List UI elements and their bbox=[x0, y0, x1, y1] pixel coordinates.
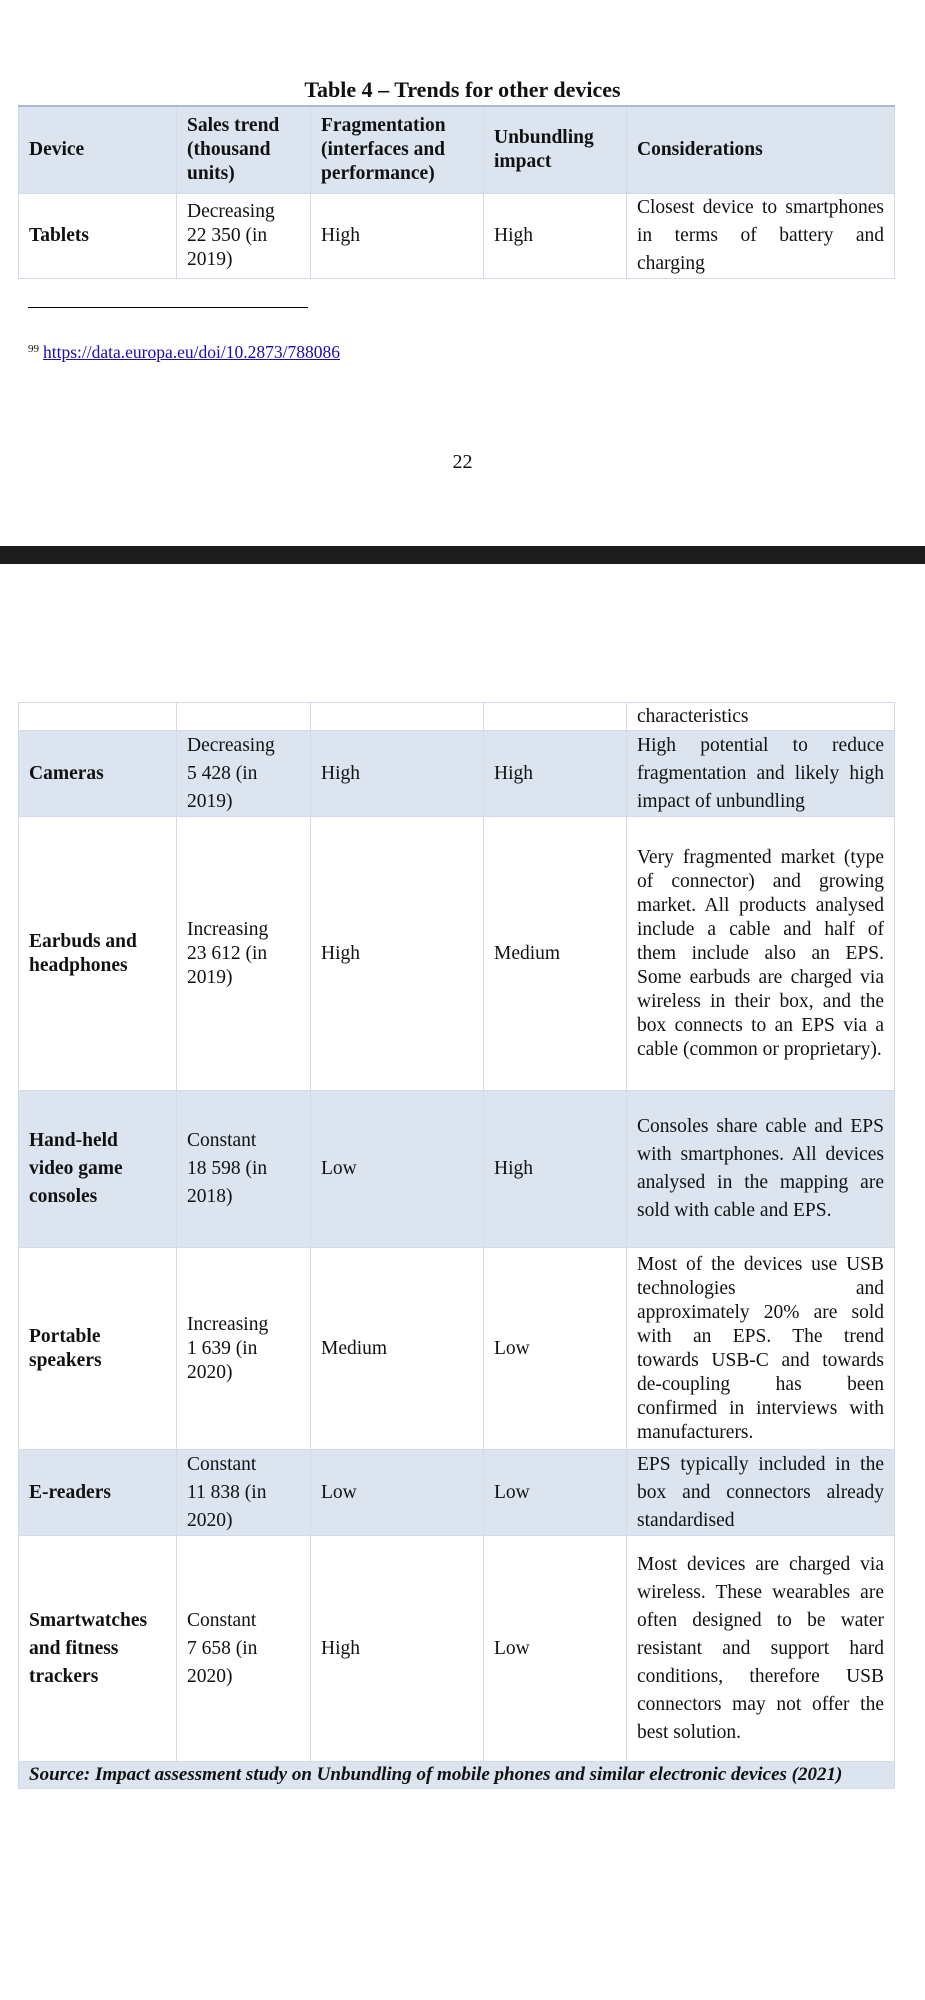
device-cell: Portable speakers bbox=[19, 1248, 177, 1450]
sales-text: 1 639 (in 2020) bbox=[187, 1337, 258, 1383]
sales-cell bbox=[177, 817, 311, 1091]
unbundling-cell: High bbox=[484, 193, 627, 278]
device-cell: Earbuds and headphones bbox=[19, 817, 177, 1091]
sales-cell bbox=[177, 1450, 311, 1536]
fragmentation-cell: Medium bbox=[311, 1248, 484, 1450]
unbundling-cell: Low bbox=[484, 1450, 627, 1536]
trend-text: Constant bbox=[187, 1453, 257, 1475]
considerations-cell: Closest device to smartphones in terms of battery and charging bbox=[627, 193, 895, 278]
table-row bbox=[19, 731, 895, 817]
sales-text: 5 428 (in 2019) bbox=[187, 762, 258, 812]
table-row bbox=[19, 817, 895, 1091]
trend-text: Increasing bbox=[187, 918, 269, 940]
fragmentation-cell: High bbox=[311, 731, 484, 817]
page-divider bbox=[0, 546, 925, 564]
empty-cell bbox=[484, 703, 627, 731]
footnote-link[interactable]: https://data.europa.eu/doi/10.2873/788086 bbox=[43, 342, 340, 362]
sales-cell bbox=[177, 1091, 311, 1248]
trend-text: Constant bbox=[187, 1130, 257, 1151]
considerations-cell: Consoles share cable and EPS with smartphones. All devices analysed in the mapping are sold with cable and EPS. bbox=[627, 1091, 895, 1248]
fragmentation-cell: Low bbox=[311, 1091, 484, 1248]
considerations-cell: High potential to reduce fragmentation and likely high impact of unbundling bbox=[627, 731, 895, 817]
unbundling-cell: Low bbox=[484, 1248, 627, 1450]
header-device: Device bbox=[19, 106, 177, 193]
table-row bbox=[19, 1536, 895, 1762]
trends-table-part-1 bbox=[18, 105, 895, 279]
sales-cell bbox=[177, 1248, 311, 1450]
sales-text: 7 658 (in 2020) bbox=[187, 1637, 258, 1687]
header-fragmentation: Fragmentation (interfaces and performance) bbox=[311, 106, 484, 193]
footnote-separator bbox=[28, 307, 308, 308]
page-23 bbox=[0, 564, 925, 2000]
empty-cell bbox=[19, 703, 177, 731]
unbundling-cell: High bbox=[484, 731, 627, 817]
sales-text: 23 612 (in 2019) bbox=[187, 942, 268, 988]
source-note: Source: Impact assessment study on Unbundling of mobile phones and similar electronic devices (2021) bbox=[19, 1762, 895, 1789]
footnote bbox=[28, 342, 340, 363]
unbundling-cell: Medium bbox=[484, 817, 627, 1091]
fragmentation-cell: High bbox=[311, 193, 484, 278]
header-considerations: Considerations bbox=[627, 106, 895, 193]
table-row bbox=[19, 1091, 895, 1248]
fragmentation-cell: Low bbox=[311, 1450, 484, 1536]
header-unbundling: Unbundling impact bbox=[484, 106, 627, 193]
fragmentation-cell: High bbox=[311, 817, 484, 1091]
sales-cell bbox=[177, 193, 311, 278]
empty-cell bbox=[311, 703, 484, 731]
considerations-cell: characteristics bbox=[627, 703, 895, 731]
sales-text: 18 598 (in 2018) bbox=[187, 1158, 268, 1207]
trend-text: Increasing bbox=[187, 1313, 269, 1335]
source-row bbox=[19, 1762, 895, 1789]
sales-text: 22 350 (in 2019) bbox=[187, 224, 268, 270]
trend-text: Constant bbox=[187, 1609, 257, 1631]
trend-text: Decreasing bbox=[187, 734, 275, 756]
sales-text: 11 838 (in 2020) bbox=[187, 1481, 267, 1531]
device-cell: Smartwatches and fitness trackers bbox=[19, 1536, 177, 1762]
device-cell: Hand-held video game consoles bbox=[19, 1091, 177, 1248]
sales-cell bbox=[177, 1536, 311, 1762]
table-title: Table 4 – Trends for other devices bbox=[304, 77, 621, 102]
considerations-cell: Most devices are charged via wireless. These wearables are often designed to be water resistant and support hard conditions, therefore USB connectors may not offer the best solution. bbox=[627, 1536, 895, 1762]
considerations-cell: Very fragmented market (type of connector) and growing market. All products analysed include a cable and half of them include also an EPS. Some earbuds are charged via wireless in their box, and the box connects to an EPS via a cable (common or proprietary). bbox=[627, 817, 895, 1091]
sales-cell bbox=[177, 731, 311, 817]
footnote-number: 99 bbox=[28, 343, 39, 355]
page-number: 22 bbox=[452, 451, 473, 473]
table-header-row bbox=[19, 106, 895, 193]
device-cell: E-readers bbox=[19, 1450, 177, 1536]
considerations-cell: EPS typically included in the box and connectors already standardised bbox=[627, 1450, 895, 1536]
page-22 bbox=[0, 0, 925, 546]
fragmentation-cell: High bbox=[311, 1536, 484, 1762]
unbundling-cell: Low bbox=[484, 1536, 627, 1762]
table-row-continuation bbox=[19, 703, 895, 731]
trends-table-part-2 bbox=[18, 702, 895, 1789]
device-cell: Tablets bbox=[19, 193, 177, 278]
unbundling-cell: High bbox=[484, 1091, 627, 1248]
empty-cell bbox=[177, 703, 311, 731]
trend-text: Decreasing bbox=[187, 200, 275, 222]
device-cell: Cameras bbox=[19, 731, 177, 817]
table-row bbox=[19, 1248, 895, 1450]
table-row bbox=[19, 1450, 895, 1536]
header-sales-trend: Sales trend (thousand units) bbox=[177, 106, 311, 193]
considerations-cell: Most of the devices use USB technologies and approximately 20% are sold with an EPS. The trend towards USB-C and towards de-coupling has been confirmed in interviews with manufacturers. bbox=[627, 1248, 895, 1450]
table-row bbox=[19, 193, 895, 278]
